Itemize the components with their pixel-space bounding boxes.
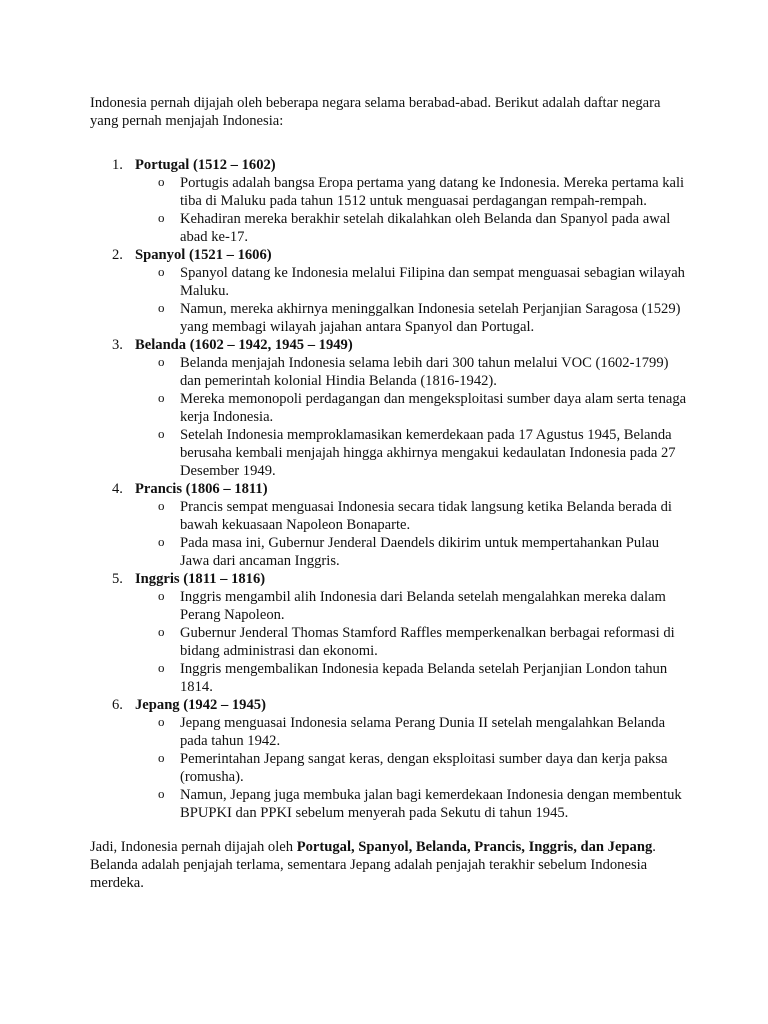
country-title: Spanyol (1521 – 1606): [135, 247, 272, 263]
country-number: 6.: [112, 697, 123, 713]
detail-text: Jepang menguasai Indonesia selama Perang Dunia II setelah mengalahkan Belanda pada tahun 1942.: [180, 715, 666, 749]
detail-item: [135, 426, 690, 480]
detail-item: [135, 714, 690, 750]
document-page: [90, 94, 690, 892]
country-item: [90, 570, 690, 696]
detail-item: [135, 300, 690, 336]
circle-bullet-icon: o: [158, 498, 165, 513]
detail-text: Mereka memonopoli perdagangan dan mengeksploitasi sumber daya alam serta tenaga kerja Indonesia.: [180, 391, 687, 425]
country-number: 3.: [112, 337, 123, 353]
country-title: Portugal (1512 – 1602): [135, 157, 276, 173]
detail-list: [135, 714, 690, 822]
country-number: 2.: [112, 247, 123, 263]
detail-text: Belanda menjajah Indonesia selama lebih dari 300 tahun melalui VOC (1602-1799) dan pemerintah kolonial Hindia Belanda (1816-1942).: [180, 355, 669, 389]
detail-text: Inggris mengambil alih Indonesia dari Belanda setelah mengalahkan mereka dalam Perang Napoleon.: [180, 589, 666, 623]
detail-list: [135, 588, 690, 696]
circle-bullet-icon: o: [158, 264, 165, 279]
country-title: Prancis (1806 – 1811): [135, 481, 268, 497]
detail-item: [135, 750, 690, 786]
country-number: 4.: [112, 481, 123, 497]
detail-text: Prancis sempat menguasai Indonesia secara tidak langsung ketika Belanda berada di bawah kekuasaan Napoleon Bonaparte.: [180, 499, 672, 533]
conclusion-text-after: . Belanda adalah penjajah terlama, sementara Jepang adalah penjajah terakhir sebelum Indonesia merdeka.: [90, 839, 656, 891]
detail-item: [135, 534, 690, 570]
country-item: [90, 696, 690, 822]
detail-text: Inggris mengembalikan Indonesia kepada Belanda setelah Perjanjian London tahun 1814.: [180, 661, 668, 695]
detail-item: [135, 588, 690, 624]
detail-item: [135, 498, 690, 534]
circle-bullet-icon: o: [158, 300, 165, 315]
conclusion-text-before: Jadi, Indonesia pernah dijajah oleh: [90, 839, 297, 855]
circle-bullet-icon: o: [158, 714, 165, 729]
country-number: 1.: [112, 157, 123, 173]
detail-text: Gubernur Jenderal Thomas Stamford Raffles memperkenalkan berbagai reformasi di bidang administrasi dan ekonomi.: [180, 625, 675, 659]
circle-bullet-icon: o: [158, 534, 165, 549]
detail-text: Namun, Jepang juga membuka jalan bagi kemerdekaan Indonesia dengan membentuk BPUPKI dan PPKI sebelum menyerah pada Sekutu di tahun 1945.: [180, 787, 682, 821]
circle-bullet-icon: o: [158, 210, 165, 225]
detail-list: [135, 174, 690, 246]
country-item: [90, 156, 690, 246]
detail-list: [135, 354, 690, 480]
detail-text: Spanyol datang ke Indonesia melalui Filipina dan sempat menguasai sebagian wilayah Maluku.: [180, 265, 685, 299]
detail-item: [135, 786, 690, 822]
detail-list: [135, 498, 690, 570]
detail-item: [135, 174, 690, 210]
circle-bullet-icon: o: [158, 786, 165, 801]
detail-item: [135, 624, 690, 660]
detail-text: Pada masa ini, Gubernur Jenderal Daendels dikirim untuk mempertahankan Pulau Jawa dari ancaman Inggris.: [180, 535, 660, 569]
detail-item: [135, 264, 690, 300]
country-title: Inggris (1811 – 1816): [135, 571, 266, 587]
intro-paragraph: Indonesia pernah dijajah oleh beberapa negara selama berabad-abad. Berikut adalah daftar negara yang pernah menjajah Indonesia:: [90, 95, 661, 129]
circle-bullet-icon: o: [158, 588, 165, 603]
detail-text: Setelah Indonesia memproklamasikan kemerdekaan pada 17 Agustus 1945, Belanda berusaha kembali menjajah hingga akhirnya mengakui kedaulatan Indonesia pada 27 Desember 1949.: [180, 427, 676, 479]
detail-item: [135, 660, 690, 696]
detail-text: Namun, mereka akhirnya meninggalkan Indonesia setelah Perjanjian Saragosa (1529) yang membagi wilayah jajahan antara Spanyol dan Portugal.: [180, 301, 681, 335]
detail-text: Kehadiran mereka berakhir setelah dikalahkan oleh Belanda dan Spanyol pada awal abad ke-17.: [180, 211, 671, 245]
country-list: [90, 156, 690, 822]
detail-item: [135, 354, 690, 390]
country-item: [90, 246, 690, 336]
detail-text: Portugis adalah bangsa Eropa pertama yang datang ke Indonesia. Mereka pertama kali tiba di Maluku pada tahun 1512 untuk menguasai perdagangan rempah-rempah.: [180, 175, 685, 209]
circle-bullet-icon: o: [158, 660, 165, 675]
country-item: [90, 336, 690, 480]
detail-list: [135, 264, 690, 336]
circle-bullet-icon: o: [158, 426, 165, 441]
country-title: Jepang (1942 – 1945): [135, 697, 266, 713]
detail-item: [135, 210, 690, 246]
country-number: 5.: [112, 571, 123, 587]
detail-text: Pemerintahan Jepang sangat keras, dengan eksploitasi sumber daya dan kerja paksa (romusha).: [180, 751, 668, 785]
detail-item: [135, 390, 690, 426]
conclusion-country-names: Portugal, Spanyol, Belanda, Prancis, Inggris, dan Jepang: [296, 839, 653, 855]
circle-bullet-icon: o: [158, 624, 165, 639]
country-title: Belanda (1602 – 1942, 1945 – 1949): [135, 337, 353, 353]
circle-bullet-icon: o: [158, 750, 165, 765]
conclusion-paragraph: [90, 838, 690, 892]
circle-bullet-icon: o: [158, 354, 165, 369]
circle-bullet-icon: o: [158, 174, 165, 189]
country-item: [90, 480, 690, 570]
circle-bullet-icon: o: [158, 390, 165, 405]
